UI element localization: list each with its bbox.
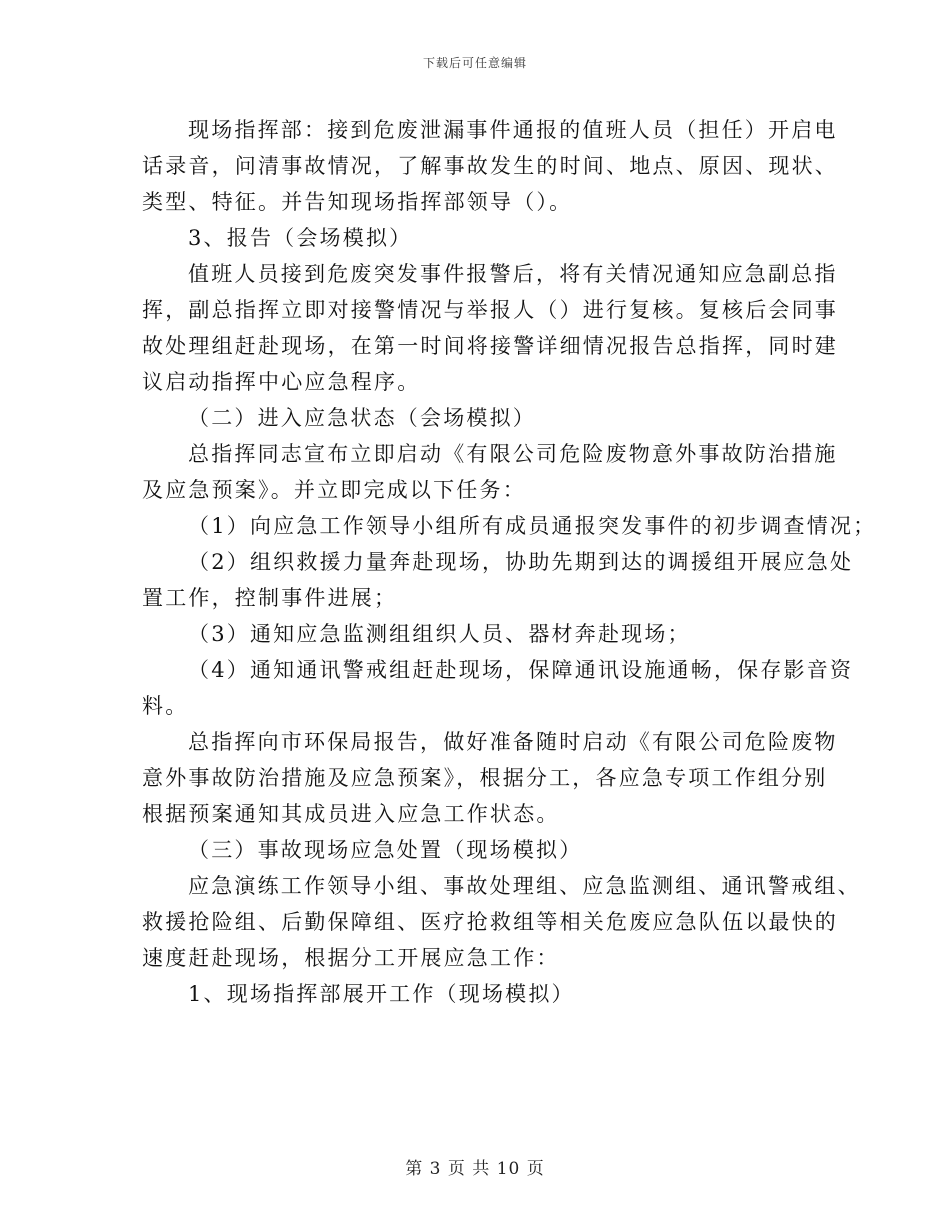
section-heading: （二）进入应急状态（会场模拟） — [188, 406, 536, 430]
paragraph-line: 应急演练工作领导小组、事故处理组、应急监测组、通讯警戒组、 — [188, 874, 861, 898]
paragraph-line: 挥，副总指挥立即对接警情况与举报人（）进行复核。复核后会同事 — [142, 298, 838, 322]
list-item: （4）通知通讯警戒组赶赴现场，保障通讯设施通畅，保存影音资 — [188, 658, 854, 682]
paragraph-line: 总指挥同志宣布立即启动《有限公司危险废物意外事故防治措施 — [188, 442, 838, 466]
header-note: 下载后可任意编辑 — [422, 56, 527, 70]
paragraph-line: 类型、特征。并告知现场指挥部领导（）。 — [142, 190, 573, 214]
section-heading: 3、报告（会场模拟） — [188, 226, 413, 250]
body-text — [142, 112, 877, 1012]
paragraph-line: 意外事故防治措施及应急预案》，根据分工，各应急专项工作组分别 — [142, 766, 828, 790]
paragraph-line: 及应急预案》。并立即完成以下任务： — [142, 478, 526, 502]
list-item: （3）通知应急监测组组织人员、器材奔赴现场； — [188, 622, 691, 646]
list-item-continuation: 料。 — [142, 694, 189, 718]
paragraph-line: 议启动指挥中心应急程序。 — [142, 370, 421, 394]
list-item: （1）向应急工作领导小组所有成员通报突发事件的初步调查情况； — [188, 514, 877, 538]
section-heading: （三）事故现场应急处置（现场模拟） — [188, 838, 583, 862]
paragraph-line: 总指挥向市环保局报告，做好准备随时启动《有限公司危险废物 — [188, 730, 838, 754]
paragraph-line: 根据预案通知其成员进入应急工作状态。 — [142, 802, 560, 826]
paragraph-line: 救援抢险组、后勤保障组、医疗抢救组等相关危废应急队伍以最快的 — [142, 910, 838, 934]
paragraph-line: 速度赶赴现场，根据分工开展应急工作： — [142, 946, 560, 970]
paragraph-line: 现场指挥部：接到危废泄漏事件通报的值班人员（担任）开启电 — [188, 118, 838, 142]
section-heading: 1、现场指挥部展开工作（现场模拟） — [188, 982, 575, 1006]
list-item: （2）组织救援力量奔赴现场，协助先期到达的调援组开展应急处 — [188, 550, 854, 574]
paragraph-line: 故处理组赶赴现场，在第一时间将接警详细情况报告总指挥，同时建 — [142, 334, 838, 358]
list-item-continuation: 置工作，控制事件进展； — [142, 586, 398, 610]
paragraph-line: 话录音，问清事故情况，了解事故发生的时间、地点、原因、现状、 — [142, 154, 838, 178]
paragraph-line: 值班人员接到危废突发事件报警后，将有关情况通知应急副总指 — [188, 262, 838, 286]
page-number: 第 3 页 共 10 页 — [405, 1159, 545, 1179]
